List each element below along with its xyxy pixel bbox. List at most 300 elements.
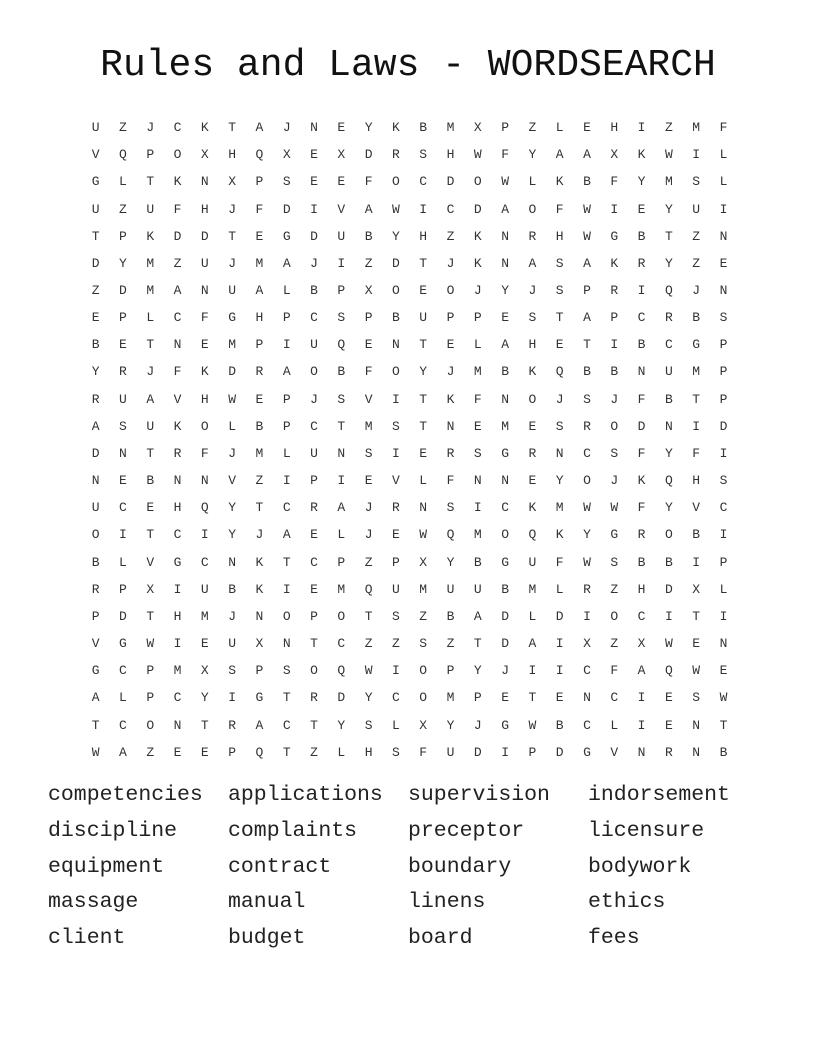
grid-letter: W (583, 228, 591, 244)
grid-letter: D (501, 636, 509, 652)
grid-letter: S (583, 391, 591, 407)
grid-letter: R (392, 500, 400, 516)
grid-letter: U (310, 337, 318, 353)
grid-letter: M (473, 364, 482, 380)
grid-letter: M (419, 581, 428, 597)
grid-letter: S (610, 445, 619, 461)
grid-letter: P (446, 663, 455, 679)
grid-letter: D (473, 744, 482, 760)
grid-letter: N (446, 418, 455, 434)
grid-letter: I (282, 581, 291, 597)
grid-letter: R (310, 690, 318, 706)
grid-letter: E (446, 337, 455, 353)
grid-letter: I (610, 201, 619, 217)
grid-letter: P (282, 391, 291, 407)
grid-letter: S (528, 310, 537, 326)
word-list-item: supervision (408, 783, 550, 807)
grid-letter: Q (119, 147, 127, 163)
grid-letter: J (501, 663, 509, 679)
grid-letter: F (200, 310, 209, 326)
grid-letter: D (555, 744, 564, 760)
grid-letter: G (282, 228, 291, 244)
grid-letter: G (91, 174, 100, 190)
grid-letter: V (228, 473, 237, 489)
grid-letter: I (719, 608, 728, 624)
grid-letter: T (692, 608, 701, 624)
grid-letter: C (310, 418, 318, 434)
grid-letter: F (364, 364, 373, 380)
grid-letter: O (473, 174, 482, 190)
grid-letter: Q (446, 527, 455, 543)
grid-letter: P (146, 690, 155, 706)
grid-letter: E (200, 636, 209, 652)
grid-letter: I (419, 201, 428, 217)
grid-letter: P (337, 554, 346, 570)
grid-letter: U (91, 120, 100, 136)
grid-letter: T (555, 310, 564, 326)
grid-letter: U (392, 581, 400, 597)
grid-letter: W (501, 174, 509, 190)
grid-letter: L (282, 283, 291, 299)
grid-letter: P (719, 337, 728, 353)
grid-letter: F (555, 554, 564, 570)
grid-letter: G (119, 636, 127, 652)
word-list-item: licensure (588, 818, 705, 843)
grid-letter: S (228, 663, 237, 679)
grid-letter: Z (310, 744, 318, 760)
grid-letter: T (200, 717, 209, 733)
grid-letter: L (119, 690, 127, 706)
grid-letter: P (146, 663, 155, 679)
grid-row (82, 630, 737, 657)
grid-letter: R (91, 581, 100, 597)
grid-letter: G (255, 690, 264, 706)
grid-letter: K (555, 174, 564, 190)
grid-letter: Z (610, 581, 619, 597)
grid-letter: Y (337, 717, 346, 733)
letter-grid (82, 114, 737, 766)
grid-letter: R (583, 581, 591, 597)
grid-letter: F (173, 201, 182, 217)
grid-letter: A (555, 147, 564, 163)
grid-letter: O (528, 201, 537, 217)
grid-row (82, 549, 737, 576)
grid-letter: F (719, 120, 728, 136)
grid-letter: O (310, 663, 318, 679)
grid-letter: L (228, 418, 237, 434)
grid-letter: C (119, 500, 127, 516)
grid-letter: K (473, 228, 482, 244)
grid-letter: C (119, 663, 127, 679)
grid-letter: B (91, 337, 100, 353)
grid-letter: F (501, 147, 509, 163)
grid-letter: F (364, 174, 373, 190)
grid-row (82, 358, 737, 385)
grid-letter: V (91, 147, 100, 163)
grid-letter: B (692, 310, 701, 326)
grid-letter: L (528, 608, 537, 624)
grid-letter: S (446, 500, 455, 516)
grid-letter: I (228, 690, 237, 706)
grid-row (82, 576, 737, 603)
grid-letter: D (364, 147, 373, 163)
grid-letter: T (337, 418, 346, 434)
grid-letter: Y (119, 255, 127, 271)
grid-letter: I (310, 201, 318, 217)
grid-letter: K (255, 581, 264, 597)
grid-letter: F (610, 663, 619, 679)
grid-letter: R (637, 527, 646, 543)
word-list-item: fees (588, 926, 640, 951)
grid-letter: P (282, 418, 291, 434)
grid-letter: E (664, 690, 673, 706)
grid-letter: E (364, 473, 373, 489)
grid-letter: M (146, 283, 155, 299)
grid-letter: Y (91, 364, 100, 380)
word-list-item: manual (228, 890, 306, 915)
grid-letter: I (173, 581, 182, 597)
grid-letter: B (446, 608, 455, 624)
grid-letter: A (473, 608, 482, 624)
grid-letter: Y (364, 690, 373, 706)
grid-letter: I (637, 120, 646, 136)
grid-letter: L (473, 337, 482, 353)
grid-letter: X (419, 717, 428, 733)
grid-letter: Q (337, 337, 346, 353)
grid-letter: M (473, 527, 482, 543)
grid-letter: E (310, 147, 318, 163)
grid-letter: P (583, 283, 591, 299)
grid-letter: J (364, 500, 373, 516)
grid-letter: T (91, 228, 100, 244)
grid-letter: P (501, 120, 509, 136)
grid-letter: Q (255, 744, 264, 760)
grid-letter: Y (446, 554, 455, 570)
grid-letter: V (173, 391, 182, 407)
grid-letter: D (119, 283, 127, 299)
grid-letter: Z (664, 120, 673, 136)
grid-letter: D (310, 228, 318, 244)
grid-letter: G (501, 717, 509, 733)
grid-letter: U (119, 391, 127, 407)
grid-letter: W (583, 500, 591, 516)
grid-letter: M (364, 418, 373, 434)
grid-letter: B (255, 418, 264, 434)
grid-letter: F (637, 500, 646, 516)
grid-letter: I (664, 608, 673, 624)
grid-letter: N (692, 717, 701, 733)
word-list-item: indorsement (588, 783, 730, 807)
grid-letter: N (637, 364, 646, 380)
grid-letter: M (555, 500, 564, 516)
grid-letter: B (310, 283, 318, 299)
grid-letter: M (200, 608, 209, 624)
grid-letter: A (501, 201, 509, 217)
grid-letter: N (501, 255, 509, 271)
grid-letter: B (337, 364, 346, 380)
grid-letter: X (228, 174, 237, 190)
word-list (48, 778, 768, 957)
grid-letter: B (555, 717, 564, 733)
grid-letter: E (583, 120, 591, 136)
grid-letter: M (501, 418, 509, 434)
grid-letter: J (255, 527, 264, 543)
grid-row (82, 223, 737, 250)
grid-letter: T (255, 500, 264, 516)
grid-letter: Y (583, 527, 591, 543)
grid-letter: A (583, 255, 591, 271)
grid-letter: N (637, 744, 646, 760)
grid-letter: B (91, 554, 100, 570)
grid-letter: P (610, 310, 619, 326)
grid-letter: C (282, 500, 291, 516)
grid-letter: W (228, 391, 237, 407)
grid-letter: D (473, 201, 482, 217)
grid-letter: I (719, 527, 728, 543)
grid-letter: F (692, 445, 701, 461)
grid-letter: S (392, 418, 400, 434)
grid-letter: O (528, 391, 537, 407)
grid-letter: U (692, 201, 701, 217)
grid-letter: L (719, 147, 728, 163)
grid-letter: F (637, 445, 646, 461)
grid-letter: H (555, 228, 564, 244)
grid-letter: C (173, 527, 182, 543)
grid-letter: C (173, 690, 182, 706)
grid-letter: T (146, 608, 155, 624)
grid-letter: E (337, 120, 346, 136)
grid-letter: F (555, 201, 564, 217)
grid-letter: K (528, 500, 537, 516)
grid-letter: P (473, 690, 482, 706)
grid-letter: O (664, 527, 673, 543)
grid-letter: C (200, 554, 209, 570)
grid-letter: L (719, 174, 728, 190)
grid-letter: H (610, 120, 619, 136)
grid-letter: N (719, 228, 728, 244)
grid-letter: E (555, 337, 564, 353)
grid-letter: J (610, 473, 619, 489)
grid-letter: P (310, 608, 318, 624)
grid-letter: N (501, 228, 509, 244)
grid-letter: I (173, 636, 182, 652)
grid-letter: B (473, 554, 482, 570)
grid-letter: R (119, 364, 127, 380)
grid-letter: I (501, 744, 509, 760)
grid-letter: N (91, 473, 100, 489)
grid-letter: O (282, 608, 291, 624)
grid-letter: Z (364, 255, 373, 271)
grid-letter: S (719, 310, 728, 326)
grid-letter: U (446, 581, 455, 597)
grid-letter: Z (119, 120, 127, 136)
word-list-item: board (408, 926, 473, 951)
grid-letter: I (119, 527, 127, 543)
grid-letter: X (282, 147, 291, 163)
grid-letter: O (392, 283, 400, 299)
grid-letter: C (392, 690, 400, 706)
grid-letter: N (719, 636, 728, 652)
grid-letter: K (528, 364, 537, 380)
grid-letter: M (228, 337, 237, 353)
grid-letter: K (200, 120, 209, 136)
grid-letter: P (119, 581, 127, 597)
grid-letter: O (91, 527, 100, 543)
grid-letter: C (583, 663, 591, 679)
grid-letter: N (392, 337, 400, 353)
grid-letter: I (610, 337, 619, 353)
grid-row (82, 331, 737, 358)
grid-letter: Z (419, 608, 428, 624)
grid-letter: M (446, 120, 455, 136)
grid-letter: N (583, 690, 591, 706)
grid-letter: W (664, 147, 673, 163)
grid-letter: X (364, 283, 373, 299)
grid-letter: E (501, 690, 509, 706)
grid-letter: N (501, 473, 509, 489)
grid-letter: Z (446, 636, 455, 652)
grid-letter: P (255, 337, 264, 353)
grid-letter: B (719, 744, 728, 760)
grid-letter: J (228, 255, 237, 271)
grid-letter: B (228, 581, 237, 597)
grid-letter: R (637, 255, 646, 271)
grid-letter: I (719, 201, 728, 217)
grid-letter: I (200, 527, 209, 543)
grid-letter: K (200, 364, 209, 380)
grid-letter: D (91, 445, 100, 461)
grid-letter: Q (555, 364, 564, 380)
grid-letter: F (419, 744, 428, 760)
grid-letter: H (173, 500, 182, 516)
grid-letter: C (637, 608, 646, 624)
grid-row (82, 386, 737, 413)
grid-letter: K (610, 255, 619, 271)
grid-letter: T (146, 174, 155, 190)
grid-letter: Z (255, 473, 264, 489)
grid-letter: E (392, 527, 400, 543)
grid-letter: D (719, 418, 728, 434)
grid-letter: I (392, 445, 400, 461)
grid-letter: Q (664, 663, 673, 679)
grid-letter: Z (392, 636, 400, 652)
grid-letter: U (200, 255, 209, 271)
grid-letter: D (446, 174, 455, 190)
grid-letter: A (528, 255, 537, 271)
grid-letter: S (364, 717, 373, 733)
grid-letter: I (692, 418, 701, 434)
grid-letter: C (310, 310, 318, 326)
grid-letter: B (583, 364, 591, 380)
grid-row (82, 684, 737, 711)
grid-letter: A (146, 391, 155, 407)
grid-letter: Y (664, 255, 673, 271)
page-title: Rules and Laws - WORDSEARCH (100, 44, 716, 87)
grid-letter: L (555, 120, 564, 136)
grid-letter: J (310, 391, 318, 407)
grid-row (82, 711, 737, 738)
grid-letter: B (501, 364, 509, 380)
grid-letter: S (337, 391, 346, 407)
grid-letter: L (419, 473, 428, 489)
grid-letter: J (282, 120, 291, 136)
grid-letter: N (173, 337, 182, 353)
grid-letter: H (446, 147, 455, 163)
grid-letter: T (664, 228, 673, 244)
grid-letter: I (692, 147, 701, 163)
grid-letter: H (364, 744, 373, 760)
grid-letter: E (119, 337, 127, 353)
grid-letter: D (555, 608, 564, 624)
grid-letter: G (583, 744, 591, 760)
grid-letter: H (173, 608, 182, 624)
grid-letter: R (255, 364, 264, 380)
grid-letter: M (146, 255, 155, 271)
grid-letter: G (228, 310, 237, 326)
grid-letter: W (419, 527, 428, 543)
grid-row (82, 168, 737, 195)
grid-letter: I (392, 391, 400, 407)
grid-letter: C (173, 310, 182, 326)
grid-letter: X (419, 554, 428, 570)
grid-letter: E (637, 201, 646, 217)
grid-letter: L (719, 581, 728, 597)
grid-letter: E (364, 337, 373, 353)
grid-letter: Q (255, 147, 264, 163)
grid-letter: R (173, 445, 182, 461)
grid-letter: K (173, 174, 182, 190)
grid-letter: E (310, 581, 318, 597)
grid-letter: N (719, 283, 728, 299)
grid-letter: U (200, 581, 209, 597)
word-list-item: complaints (228, 818, 358, 843)
grid-letter: S (610, 554, 619, 570)
grid-letter: B (637, 337, 646, 353)
grid-letter: S (419, 636, 428, 652)
grid-letter: L (337, 527, 346, 543)
grid-letter: Z (146, 744, 155, 760)
grid-letter: F (610, 174, 619, 190)
grid-letter: E (119, 473, 127, 489)
grid-letter: P (392, 554, 400, 570)
grid-letter: I (692, 554, 701, 570)
grid-letter: N (555, 445, 564, 461)
grid-row (82, 250, 737, 277)
grid-letter: W (583, 554, 591, 570)
grid-letter: T (228, 228, 237, 244)
grid-letter: E (337, 174, 346, 190)
grid-letter: J (473, 717, 482, 733)
grid-letter: W (610, 500, 619, 516)
grid-letter: S (555, 255, 564, 271)
grid-letter: A (583, 310, 591, 326)
grid-letter: R (664, 310, 673, 326)
grid-letter: H (419, 228, 428, 244)
word-list-item: discipline (48, 818, 178, 843)
grid-letter: D (228, 364, 237, 380)
word-list-item: budget (228, 926, 306, 951)
grid-letter: Q (664, 473, 673, 489)
grid-letter: U (310, 445, 318, 461)
grid-row (82, 739, 737, 766)
grid-row (82, 304, 737, 331)
grid-letter: O (392, 364, 400, 380)
grid-letter: H (200, 391, 209, 407)
grid-letter: E (173, 744, 182, 760)
grid-letter: H (692, 473, 701, 489)
grid-letter: U (228, 636, 237, 652)
grid-letter: E (91, 310, 100, 326)
